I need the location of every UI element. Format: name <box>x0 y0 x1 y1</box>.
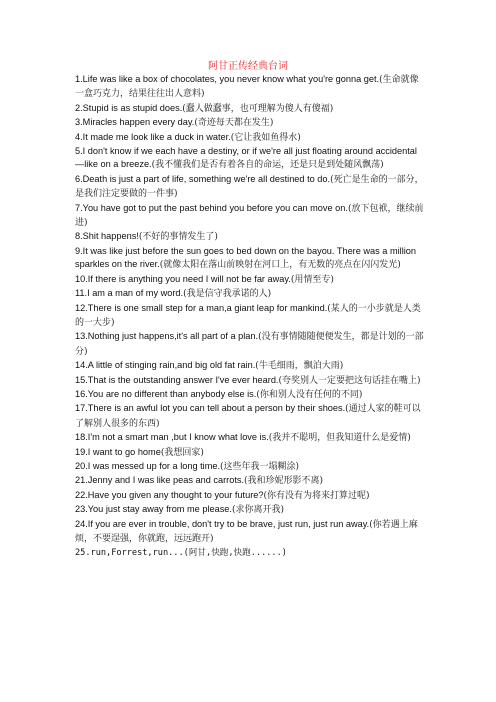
quote-chinese: (不好的事情发生了) <box>138 232 218 243</box>
quote-english: 16.You are no different than anybody else is. <box>75 388 257 399</box>
quote-chinese: (我并不聪明，但我知道什么是爱情) <box>268 433 411 444</box>
quote-english: 25.run,Forrest,run... <box>75 548 184 559</box>
quote-english: 22.Have you given any thought to your future? <box>75 489 264 500</box>
quote-chinese: (求你离开我) <box>231 505 284 516</box>
quote-item <box>75 202 425 231</box>
quote-chinese: (用情至专) <box>290 274 334 285</box>
quote-english: 4.It made me look like a duck in water. <box>75 131 231 142</box>
quote-item <box>75 546 425 560</box>
quote-english: 19.I want to go home <box>75 446 161 457</box>
quote-chinese: (牛毛细雨，飘泊大雨) <box>255 361 344 372</box>
quote-english: 7.You have got to put the past behind you before you can move on. <box>75 202 348 213</box>
quote-chinese: (你和别人没有任何的不同) <box>256 389 363 400</box>
quote-chinese: (夸奖别人一定要把这句话挂在嘴上) <box>278 375 421 386</box>
quote-item <box>75 503 425 517</box>
quote-item <box>75 374 425 388</box>
quote-english: 8.Shit happens! <box>75 231 139 242</box>
quote-english: 5.I don't know if we each have a destiny, or if we're all just floating around accidental—like on a breeze. <box>75 146 417 170</box>
quote-item <box>75 73 425 102</box>
quote-english: 6.Death is just a part of life, something we're all destined to do. <box>75 173 331 184</box>
quote-list <box>75 73 425 561</box>
quote-english: 15.That is the outstanding answer I've ever heard. <box>75 374 279 385</box>
quote-item <box>75 402 425 431</box>
quote-english: 24.If you are ever in trouble, don't try to be brave, just run, just run away. <box>75 518 370 529</box>
quote-item <box>75 273 425 287</box>
quote-chinese: (我是信守我承诺的人) <box>183 289 272 300</box>
quote-chinese: (我和珍妮形影不离) <box>244 476 324 487</box>
quote-chinese: (某人的一小步就是人类的一大步) <box>75 303 421 328</box>
quote-item <box>75 489 425 503</box>
quote-item <box>75 102 425 116</box>
quote-item <box>75 230 425 244</box>
quote-english: 3.Miracles happen every day. <box>75 117 195 128</box>
quote-chinese: (就像太阳在落山前映射在河口上，有无数的亮点在闪闪发光) <box>159 260 401 271</box>
quote-chinese: (我想回家) <box>160 447 204 458</box>
quote-item <box>75 131 425 145</box>
quote-chinese: (你若遇上麻烦，不要逞强，你就跑，远远跑开) <box>75 519 418 544</box>
quote-chinese: (阿甘,快跑,快跑......) <box>183 548 287 559</box>
quote-english: 14.A little of stinging rain,and big old fat rain. <box>75 360 256 371</box>
quote-english: 12.There is one small step for a man,a giant leap for mankind. <box>75 302 328 313</box>
quote-english: 9.It was like just before the sun goes to bed down on the bayou. There was a million sparkles on the river. <box>75 245 416 270</box>
document-title: 阿甘正传经典台词 <box>208 61 288 72</box>
quote-item <box>75 302 425 331</box>
quote-item <box>75 388 425 402</box>
quote-item <box>75 359 425 373</box>
quote-english: 2.Stupid is as stupid does. <box>75 102 183 113</box>
quote-chinese: (生命就像一盒巧克力，结果往往出人意料) <box>75 75 419 100</box>
quote-chinese: (通过人家的鞋可以了解别人很多的东西) <box>75 404 421 429</box>
quote-english: 17.There is an awful lot you can tell about a person by their shoes. <box>75 403 346 414</box>
quote-item <box>75 431 425 445</box>
quote-english: 23.You just stay away from me please. <box>75 504 232 515</box>
quote-chinese: (这些年我一塌糊涂) <box>220 461 300 472</box>
quote-item <box>75 145 425 173</box>
quote-english: 20.I was messed up for a long time. <box>75 460 221 471</box>
quote-chinese: (它让我如鱼得水) <box>230 132 301 143</box>
quote-chinese: (蠢人做蠢事，也可理解为傻人有傻福) <box>182 103 334 114</box>
quote-english: 11.I am a man of my word. <box>75 288 184 299</box>
quote-chinese: (死亡是生命的一部分，是我们注定要做的一件事) <box>75 174 424 200</box>
quote-chinese: (放下包袱，继续前进) <box>75 203 424 229</box>
quote-item <box>75 446 425 460</box>
quote-english: 21.Jenny and I was like peas and carrots. <box>75 475 245 486</box>
quote-item <box>75 518 425 547</box>
quote-item <box>75 116 425 130</box>
quote-item <box>75 330 425 359</box>
quote-english: 10.If there is anything you need I will not be far away. <box>75 273 291 284</box>
quote-item <box>75 173 425 202</box>
quote-english: 13.Nothing just happens,it's all part of a plan. <box>75 331 259 342</box>
quote-chinese: (我不懂我们是否有着各自的命运，还是只是到处随风飘荡) <box>151 160 384 171</box>
quote-item <box>75 474 425 488</box>
quote-chinese: (没有事情随随便便发生，都是计划的一部分) <box>75 332 424 357</box>
quote-item <box>75 460 425 474</box>
quote-item <box>75 245 425 273</box>
quote-english: 1.Life was like a box of chocolates, you never know what you're gonna get. <box>75 74 380 84</box>
quote-english: 18.I'm not a smart man ,but I know what love is. <box>75 432 269 443</box>
quote-chinese: (你有没有为将来打算过呢) <box>263 490 370 501</box>
quote-chinese: (奇迹每天都在发生) <box>194 118 274 129</box>
quote-item <box>75 287 425 301</box>
